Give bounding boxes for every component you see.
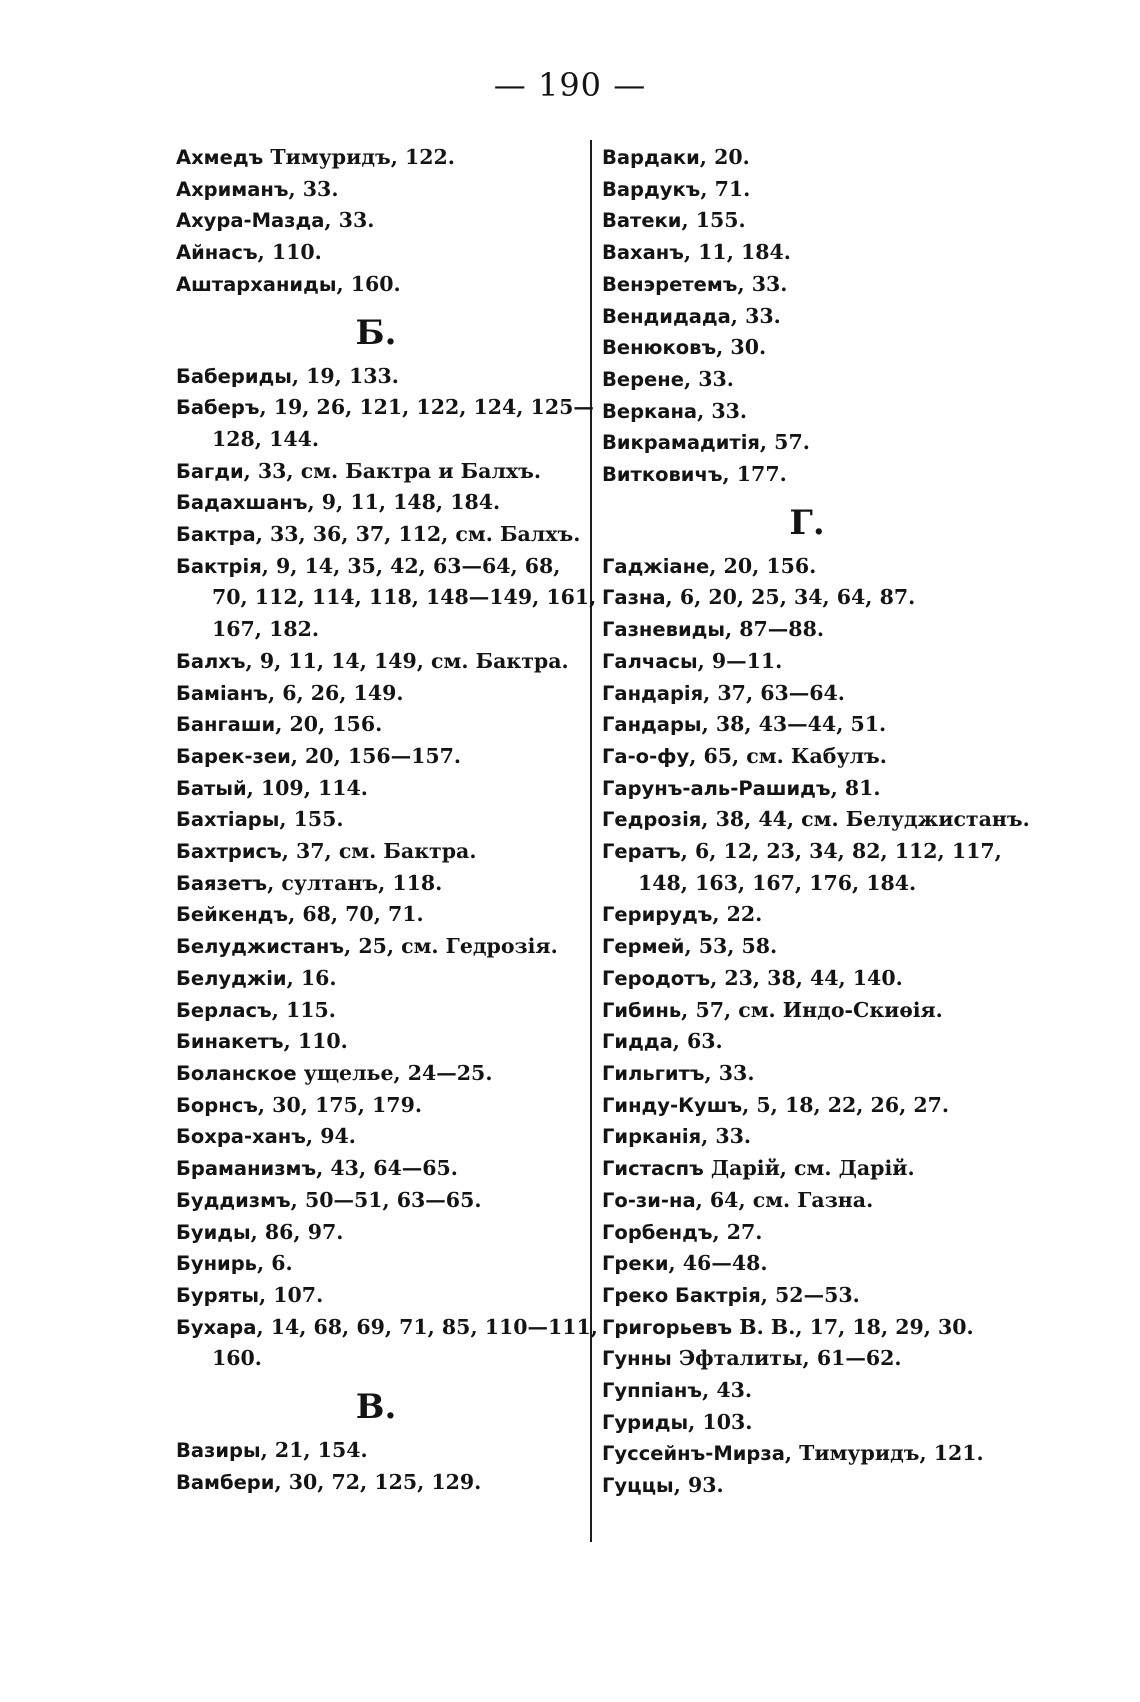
index-entry: [602, 1312, 1022, 1344]
entry-headword: Боланское: [176, 1061, 297, 1085]
entry-references: , 33.: [737, 271, 788, 296]
entry-references: Эфталиты, 61—62.: [671, 1346, 902, 1371]
index-entry: [176, 741, 586, 773]
entry-headword: Бунирь: [176, 1252, 257, 1276]
entry-headword: Буиды: [176, 1220, 251, 1244]
index-entry: [176, 1153, 586, 1185]
index-entry: [602, 1153, 1022, 1185]
entry-headword: Верене: [602, 367, 684, 391]
entry-references: , 33.: [730, 303, 781, 328]
entry-headword: Борнсъ: [176, 1093, 258, 1117]
entry-references: , 160.: [336, 271, 401, 296]
entry-headword: Горбендъ: [602, 1220, 713, 1244]
entry-references: , 115.: [271, 997, 336, 1022]
entry-headword: Геродотъ: [602, 966, 711, 990]
index-entry: [176, 1185, 586, 1217]
index-entry: [176, 709, 586, 741]
entry-references: , 16.: [286, 965, 337, 990]
index-entry: [176, 899, 586, 931]
entry-headword: Гуццы: [602, 1474, 674, 1498]
entry-headword: Гератъ: [602, 840, 681, 864]
entry-headword: Гандарія: [602, 681, 704, 705]
entry-headword: Викрамадитія: [602, 431, 760, 455]
entry-references: , 81.: [830, 775, 881, 800]
entry-continuation-text: 167, 182.: [212, 617, 319, 642]
entry-references: , 6, 12, 23, 34, 82, 112, 117,: [680, 839, 1002, 864]
index-entry: [176, 804, 586, 836]
index-entry: [602, 646, 1022, 678]
entry-references: , 68, 70, 71.: [288, 902, 424, 927]
entry-references: , 20.: [699, 145, 750, 169]
entry-references: , 30, 175, 179.: [257, 1092, 422, 1117]
entry-references: , 37, см. Бактра.: [281, 839, 477, 864]
entry-headword: Греко Бактрія: [602, 1283, 761, 1307]
entry-references: , 38, 43—44, 51.: [701, 712, 887, 737]
index-entry: [602, 963, 1022, 995]
index-entry: [176, 773, 586, 805]
index-entry: [176, 1217, 586, 1249]
index-entry: [176, 174, 586, 206]
entry-references: , 46—48.: [668, 1251, 768, 1276]
index-entry: [602, 1217, 1022, 1249]
entry-headword: Витковичъ: [602, 463, 723, 487]
entry-headword: Аштарханиды: [176, 272, 337, 296]
entry-references: , 22.: [712, 902, 763, 927]
index-entry: [176, 1090, 586, 1122]
entry-references: , 19, 133.: [291, 363, 399, 388]
entry-headword: Бохра-ханъ: [176, 1125, 306, 1149]
entry-references: , 52—53.: [760, 1282, 860, 1307]
index-entry: [176, 456, 586, 488]
entry-headword: Гидда: [602, 1030, 673, 1054]
entry-headword: Бангаши: [176, 713, 276, 737]
entry-references: , 11, 184.: [683, 240, 791, 265]
entry-headword: Бабериды: [176, 364, 292, 388]
entry-references: Тимуридъ, 122.: [263, 145, 455, 169]
entry-headword: Ахмедъ: [176, 146, 264, 169]
entry-references: , 107.: [259, 1282, 324, 1307]
index-entry: [176, 551, 597, 614]
index-entry: [176, 678, 586, 710]
entry-headword: Гинду-Кушъ: [602, 1093, 743, 1117]
entry-headword: Бадахшанъ: [176, 491, 308, 515]
entry-references: , 9, 11, 14, 149, см. Бактра.: [245, 648, 569, 673]
index-entry: [176, 519, 586, 551]
index-entry: [176, 1312, 598, 1375]
entry-references: , 33, см. Бактра и Балхъ.: [243, 458, 542, 483]
entry-references: , 57, см. Индо-Скиѳія.: [681, 997, 943, 1022]
index-entry: [602, 1470, 1022, 1502]
entry-headword: Баберъ: [176, 396, 260, 420]
index-entry: [602, 709, 1022, 741]
entry-headword: Ахура-Мазда: [176, 209, 325, 233]
entry-references: , 33.: [288, 176, 339, 201]
index-entry: [602, 804, 1030, 836]
entry-references: , 9, 11, 148, 184.: [307, 490, 501, 515]
entry-references: , 6, 20, 25, 34, 64, 87.: [665, 585, 916, 610]
index-entry: [176, 269, 586, 301]
entry-headword: Багди: [176, 459, 244, 483]
entry-references: , 109, 114.: [246, 775, 368, 800]
index-entry: [176, 646, 586, 678]
index-entry: [176, 205, 586, 237]
index-entry: [176, 1280, 586, 1312]
entry-headword: Бинакетъ: [176, 1030, 284, 1054]
index-column-left: [176, 142, 598, 1498]
index-entry: [602, 931, 1022, 963]
index-entry: [602, 1058, 1022, 1090]
entry-continuation-text: 70, 112, 114, 118, 148—149, 161,: [212, 585, 597, 610]
entry-references: , 30.: [716, 335, 767, 360]
entry-references: , 43.: [702, 1378, 753, 1403]
index-entry: [602, 332, 1022, 364]
entry-references: , 155.: [279, 807, 344, 832]
entry-headword: Герирудъ: [602, 903, 713, 927]
entry-references: , 20, 156.: [275, 712, 383, 737]
entry-references: , 21, 154.: [260, 1438, 368, 1463]
index-entry: [602, 1407, 1022, 1439]
entry-references: , 86, 97.: [250, 1219, 344, 1244]
index-entry: [602, 678, 1022, 710]
entry-headword: Ахриманъ: [176, 177, 289, 201]
index-entry: [176, 836, 586, 868]
entry-headword: Веркана: [602, 399, 698, 423]
entry-headword: Гильгитъ: [602, 1061, 705, 1085]
index-entry: [602, 1248, 1022, 1280]
entry-headword: Гедрозія: [602, 808, 702, 832]
entry-headword: Вардукъ: [602, 177, 701, 201]
entry-headword: Белуджистанъ: [176, 935, 345, 959]
entry-headword: Га-о-фу: [602, 744, 690, 768]
entry-references: , 33.: [324, 208, 375, 233]
entry-headword: Балхъ: [176, 649, 246, 673]
entry-headword: Бахтрисъ: [176, 840, 282, 864]
index-entry: [176, 1435, 586, 1467]
index-entry: [602, 427, 1022, 459]
entry-references: , 27.: [712, 1219, 763, 1244]
entry-headword: Бактрія: [176, 554, 262, 578]
entry-headword: Вазиры: [176, 1439, 261, 1463]
entry-references: , 57.: [759, 430, 810, 455]
entry-references: , 6.: [257, 1251, 293, 1276]
entry-headword: Галчасы: [602, 649, 698, 673]
entry-headword: Газневиды: [602, 618, 725, 642]
entry-headword: Баміанъ: [176, 681, 268, 705]
index-entry: [602, 551, 1022, 583]
index-entry: [602, 614, 1022, 646]
entry-headword: Гуриды: [602, 1410, 689, 1434]
entry-references: , 50—51, 63—65.: [290, 1187, 482, 1212]
entry-headword: Гарунъ-аль-Рашидъ: [602, 776, 831, 800]
index-entry-continuation: [176, 614, 586, 646]
entry-references: , 14, 68, 69, 71, 85, 110—111,: [256, 1314, 598, 1339]
entry-references: , 20, 156.: [709, 553, 817, 578]
entry-references: , султанъ, 118.: [267, 870, 443, 895]
entry-headword: Ваханъ: [602, 241, 684, 265]
entry-references: В. В., 17, 18, 29, 30.: [732, 1314, 974, 1339]
entry-references: , 6, 26, 149.: [267, 680, 404, 705]
entry-references: , 64, см. Газна.: [695, 1187, 874, 1212]
index-entry: [176, 1058, 586, 1090]
entry-references: , 71.: [700, 176, 751, 201]
entry-references: , 5, 18, 22, 26, 27.: [742, 1092, 950, 1117]
entry-headword: Айнасъ: [176, 241, 258, 265]
entry-headword: Буддизмъ: [176, 1188, 291, 1212]
entry-headword: Буряты: [176, 1283, 259, 1307]
index-entry: [602, 1438, 1022, 1470]
page-number: — 190 —: [493, 66, 647, 104]
entry-headword: Греки: [602, 1252, 669, 1276]
entry-headword: Ватеки: [602, 209, 682, 233]
entry-headword: Вамбери: [176, 1470, 275, 1494]
entry-headword: Гуссейнъ-Мирза: [602, 1442, 785, 1466]
index-entry: [176, 237, 586, 269]
entry-references: , 33.: [704, 1060, 755, 1085]
entry-headword: Вендидада: [602, 304, 731, 328]
entry-headword: Браманизмъ: [176, 1157, 317, 1181]
index-entry: [176, 1467, 586, 1499]
section-letter-heading: В.: [355, 1387, 397, 1428]
entry-references: , 43, 64—65.: [316, 1156, 458, 1181]
entry-headword: Бактра: [176, 523, 256, 547]
index-entry: [602, 174, 1022, 206]
index-entry: [602, 836, 1022, 899]
entry-references: , 87—88.: [725, 617, 824, 642]
entry-references: , 93.: [673, 1473, 724, 1498]
entry-headword: Бухара: [176, 1315, 257, 1339]
entry-references: , 63.: [672, 1029, 723, 1054]
entry-references: , 37, 63—64.: [703, 680, 845, 705]
entry-continuation-text: 148, 163, 167, 176, 184.: [638, 870, 917, 895]
entry-references: , 25, см. Гедрозія.: [344, 934, 558, 959]
entry-references: , 20, 156—157.: [290, 743, 462, 768]
index-entry: [602, 1121, 1022, 1153]
index-entry: [602, 899, 1022, 931]
entry-references: , 9—11.: [697, 648, 783, 673]
index-entry: [176, 963, 586, 995]
index-entry: [602, 1280, 1022, 1312]
index-entry: [176, 1248, 586, 1280]
entry-headword: Берласъ: [176, 998, 272, 1022]
index-entry: [602, 142, 1022, 174]
entry-references: , 33.: [683, 366, 734, 391]
entry-headword: Гистаспъ: [602, 1157, 704, 1181]
entry-headword: Гирканія: [602, 1125, 702, 1149]
entry-continuation-text: 128, 144.: [212, 426, 319, 451]
index-entry: [176, 1026, 586, 1058]
index-entry: [602, 1026, 1022, 1058]
entry-headword: Бахтіары: [176, 808, 280, 832]
entry-headword: Батый: [176, 776, 247, 800]
index-entry: [602, 1343, 1022, 1375]
entry-headword: Венюковъ: [602, 336, 717, 360]
entry-references: ущелье, 24—25.: [296, 1060, 493, 1085]
entry-references: Дарій, см. Дарій.: [703, 1156, 915, 1181]
index-entry: [602, 582, 1022, 614]
index-entry: [176, 142, 586, 174]
entry-references: , 30, 72, 125, 129.: [274, 1469, 482, 1494]
entry-references: , 33.: [701, 1124, 752, 1149]
entry-references: , 110.: [283, 1029, 348, 1054]
index-entry: [602, 995, 1022, 1027]
entry-headword: Баязетъ: [176, 871, 268, 895]
entry-references: , 103.: [688, 1409, 753, 1434]
entry-references: , 155.: [681, 208, 746, 233]
index-entry: [602, 773, 1022, 805]
entry-headword: Гуппіанъ: [602, 1379, 703, 1403]
entry-headword: Го-зи-на: [602, 1188, 696, 1212]
entry-references: , 33.: [697, 398, 748, 423]
entry-references: , 9, 14, 35, 42, 63—64, 68,: [261, 553, 561, 578]
entry-references: , 65, см. Кабулъ.: [689, 743, 887, 768]
entry-references: , 110.: [257, 240, 322, 265]
section-letter-heading: Г.: [789, 502, 825, 543]
entry-references: , 94.: [305, 1124, 356, 1149]
index-entry: [176, 995, 586, 1027]
index-entry: [602, 1375, 1022, 1407]
entry-headword: Бейкендъ: [176, 903, 289, 927]
entry-references: , 19, 26, 121, 122, 124, 125—: [259, 395, 594, 420]
index-entry: [602, 1185, 1022, 1217]
index-entry: [176, 868, 586, 900]
index-entry: [602, 364, 1022, 396]
index-entry: [602, 301, 1022, 333]
entry-headword: Гаджіане: [602, 554, 710, 578]
index-entry: [602, 269, 1022, 301]
entry-headword: Гунны: [602, 1347, 672, 1371]
entry-headword: Григорьевъ: [602, 1315, 733, 1339]
index-entry: [176, 487, 586, 519]
index-entry: [176, 1121, 586, 1153]
entry-headword: Барек-зеи: [176, 744, 291, 768]
entry-headword: Газна: [602, 586, 666, 610]
entry-headword: Вардаки: [602, 146, 700, 169]
entry-references: , 33, 36, 37, 112, см. Балхъ.: [255, 522, 581, 547]
entry-headword: Гермей: [602, 935, 685, 959]
entry-references: , 177.: [722, 462, 787, 487]
index-entry: [602, 237, 1022, 269]
entry-references: , 23, 38, 44, 140.: [710, 965, 903, 990]
entry-continuation-text: 160.: [212, 1346, 262, 1371]
index-entry: [602, 459, 1022, 491]
entry-references: , 53, 58.: [684, 934, 778, 959]
entry-headword: Гандары: [602, 713, 702, 737]
index-entry: [176, 361, 586, 393]
index-column-right: [602, 142, 1030, 1502]
entry-headword: Венэретемъ: [602, 272, 738, 296]
index-entry: [602, 205, 1022, 237]
entry-headword: Белуджіи: [176, 966, 287, 990]
index-entry: [602, 396, 1022, 428]
entry-references: , 38, 44, см. Белуджистанъ.: [701, 807, 1030, 832]
entry-references: , Тимуридъ, 121.: [784, 1441, 984, 1466]
index-entry: [602, 741, 1022, 773]
entry-headword: Гибинь: [602, 998, 682, 1022]
index-entry: [176, 392, 594, 455]
section-letter-heading: Б.: [355, 312, 397, 353]
index-entry: [176, 931, 586, 963]
index-entry: [602, 1090, 1022, 1122]
